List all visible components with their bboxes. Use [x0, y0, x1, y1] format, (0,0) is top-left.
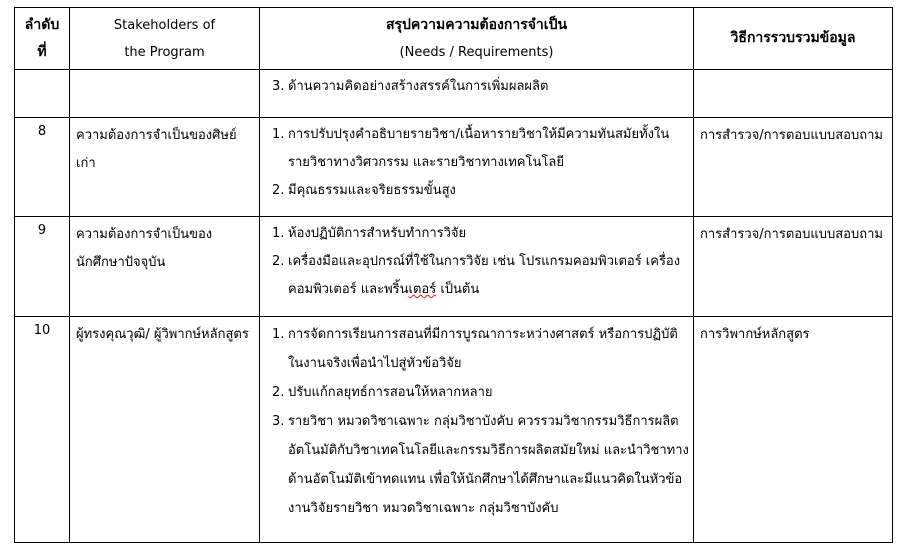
row-needs [260, 70, 694, 118]
need-text: เครื่องมือและอุปกรณ์ที่ใช้ในการวิจัย เช่น โปรแกรมคอมพิวเตอร์ เครื่องคอมพิวเตอร์ และพริ้น [288, 254, 681, 297]
row-stakeholder: ผู้ทรงคุณวุฒิ/ ผู้วิพากษ์หลักสูตร [70, 317, 260, 543]
need-number: 1. [272, 127, 285, 142]
need-item [272, 407, 689, 523]
need-text: การปรับปรุงคำอธิบายรายวิชา/เนื้อหารายวิชาให้มีความทันสมัยทั้งในรายวิชาทางวิศวกรรม และรายวิชาทางเทคโนโลยี [288, 127, 670, 170]
need-item [272, 177, 689, 205]
need-text: ปรับแก้กลยุทธ์การสอนให้หลากหลาย [288, 385, 493, 400]
row-method [694, 70, 893, 118]
table-row [15, 118, 893, 217]
row-needs [260, 317, 694, 543]
header-order-line-1: ลำดับ [24, 16, 60, 33]
row-needs [260, 217, 694, 317]
row-number [15, 70, 70, 118]
need-number: 2. [272, 254, 285, 269]
table-row [15, 217, 893, 317]
row-stakeholder: ความต้องการจำเป็นของศิษย์เก่า [70, 118, 260, 217]
header-needs-line-1: สรุปความความต้องการจำเป็น [385, 16, 568, 33]
need-text: รายวิชา หมวดวิชาเฉพาะ กลุ่มวิชาบังคับ ควรรวมวิชากรรมวิธีการผลิตอัตโนมัติกับวิชาเทคโนโลยีและกรรมวิธีการผลิตสมัยใหม่ และนำวิชาทางด้านอัตโนมัติเข้าทดแทน เพื่อให้นักศึกษาได้ศึกษาและมีแนวคิดในหัวข้องานวิจัยรายวิชา หมวดวิชาเฉพาะ กลุ่มวิชาบังคับ [288, 414, 689, 516]
need-item [272, 248, 689, 304]
need-item [272, 121, 689, 177]
header-needs-line-2: (Needs / Requirements) [399, 44, 554, 60]
row-stakeholder: ความต้องการจำเป็นของนักศึกษาปัจจุบัน [70, 217, 260, 317]
row-method: การสำรวจ/การตอบแบบสอบถาม [694, 118, 893, 217]
need-number: 2. [272, 385, 285, 400]
need-item [272, 73, 689, 101]
need-number: 3. [272, 79, 285, 94]
stakeholder-needs-table [14, 7, 893, 543]
need-item [272, 320, 689, 378]
table-header-row [15, 8, 893, 70]
header-order-line-2: ที่ [37, 43, 47, 60]
row-number: 10 [15, 317, 70, 543]
need-number: 1. [272, 226, 285, 241]
row-number: 8 [15, 118, 70, 217]
table-row [15, 70, 893, 118]
row-method: การวิพากษ์หลักสูตร [694, 317, 893, 543]
need-number: 2. [272, 183, 285, 198]
need-text: การจัดการเรียนการสอนที่มีการบูรณาการะหว่างศาสตร์ หรือการปฏิบัติในงานจริงเพื่อนำไปสู่หัวข้อวิจัย [288, 327, 678, 371]
row-number: 9 [15, 217, 70, 317]
row-needs [260, 118, 694, 217]
need-text-tail: เป็นต้น [436, 282, 480, 297]
header-order [15, 8, 70, 70]
table-row [15, 317, 893, 543]
row-method: การสำรวจ/การตอบแบบสอบถาม [694, 217, 893, 317]
spellcheck-underlined-text: เตอร์ [408, 282, 437, 297]
need-text: ห้องปฏิบัติการสำหรับทำการวิจัย [288, 226, 467, 241]
header-method [694, 8, 893, 70]
header-needs [260, 8, 694, 70]
header-stakeholders [70, 8, 260, 70]
need-item [272, 378, 689, 407]
need-item [272, 220, 689, 248]
need-text: มีคุณธรรมและจริยธรรมขั้นสูง [288, 183, 456, 198]
need-text: ด้านความคิดอย่างสร้างสรรค์ในการเพิ่มผลผลิต [288, 79, 549, 94]
need-number: 1. [272, 327, 285, 342]
need-number: 3. [272, 414, 285, 429]
header-stakeholders-line-1: Stakeholders of [113, 17, 216, 33]
header-stakeholders-line-2: the Program [124, 44, 205, 60]
header-method-text: วิธีการรวบรวมข้อมูล [730, 30, 856, 46]
row-stakeholder [70, 70, 260, 118]
